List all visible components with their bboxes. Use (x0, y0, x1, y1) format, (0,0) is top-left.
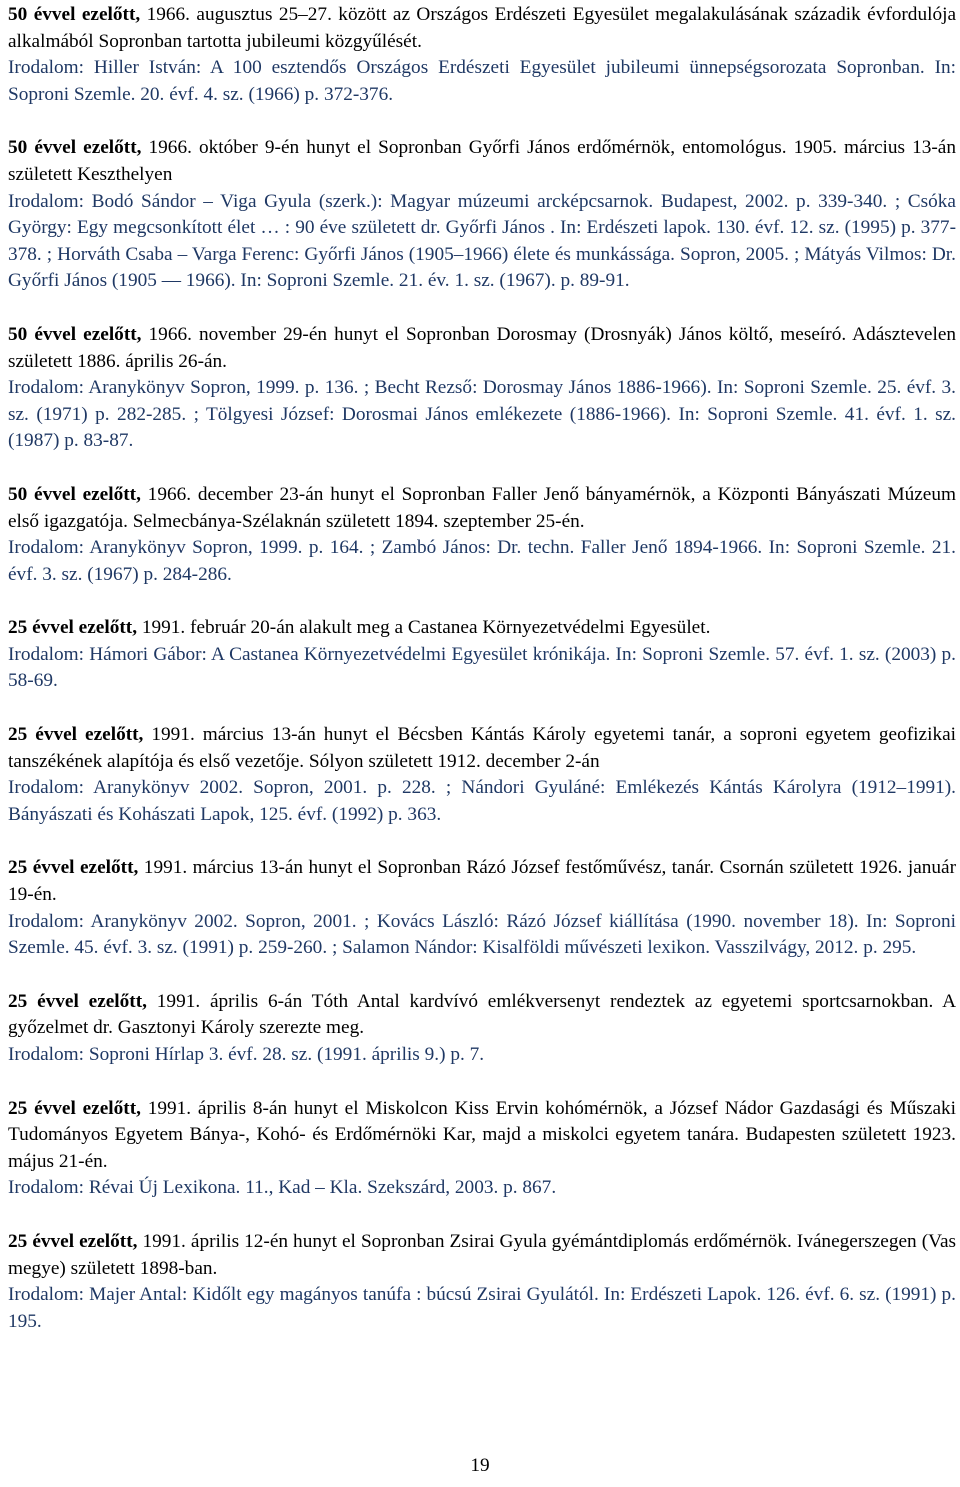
entry-lead: 25 évvel ezelőtt, (8, 857, 139, 879)
chronicle-entry-4 (8, 482, 956, 588)
entry-body: december 23-án hunyt el Sopronban Faller Jenő bányamérnök, a Központi Bányászati Múzeum első igazgatója. Selmecbánya-Szélaknán született 1894. szeptember 25-én. (8, 483, 956, 532)
chronicle-entry-8 (8, 989, 956, 1069)
entry-body: február 20-án alakult meg a Castanea Környezetvédelmi Egyesület. (185, 617, 711, 639)
entry-lead: 25 évvel ezelőtt, (8, 724, 144, 746)
entry-text (8, 322, 956, 375)
entry-references: Irodalom: Hiller István: A 100 esztendős Országos Erdészeti Egyesület jubileumi ünnepségsorozata Sopronban. In: Soproni Szemle. 20. évf. 4. sz. (1966) p. 372-376. (8, 57, 956, 105)
entry-body: október 9-én hunyt el Sopronban Győrfi János erdőmérnök, entomológus. 1905. március 13-án született Keszthelyen (8, 137, 956, 185)
entry-references: Irodalom: Aranykönyv Sopron, 1999. p. 164. ; Zambó János: Dr. techn. Faller Jenő 1894-1966. In: Soproni Szemle. 21. évf. 3. sz. (1967) p. 284-286. (8, 537, 956, 585)
entry-text (8, 855, 956, 908)
chronicle-entry-7 (8, 855, 956, 961)
entry-references: Irodalom: Aranykönyv 2002. Sopron, 2001. ; Kovács László: Rázó József kiállítása (1990. november 18). In: Soproni Szemle. 45. évf. 3. sz. (1991) p. 259-260. ; Salamon Nándor: Kisalföldi művészeti lexikon. Vasszilvágy, 2012. p. 295. (8, 910, 956, 959)
entry-lead: 50 évvel ezelőtt, (8, 323, 142, 345)
entry-year: 1966. (140, 4, 190, 25)
entry-year: 1966. (141, 323, 192, 345)
chronicle-entry-9 (8, 1096, 956, 1202)
entry-body: november 29-én hunyt el Sopronban Dorosmay (Drosnyák) János költő, meseíró. Adásztevelen született 1886. április 26-án. (8, 323, 957, 372)
entry-text (8, 2, 956, 55)
entry-year: 1991. (146, 990, 201, 1012)
entry-lead: 50 évvel ezelőtt, (8, 137, 142, 159)
entry-references: Irodalom: Majer Antal: Kidőlt egy magányos tanúfa : búcsú Zsirai Gyulától. In: Erdészeti Lapok. 126. évf. 6. sz. (1991) p. 195. (8, 1284, 956, 1332)
entry-year: 1966. (141, 137, 192, 159)
entry-text (8, 989, 956, 1042)
entry-body: augusztus 25–27. között az Országos Erdészeti Egyesület megalakulásának századik évfordulója alkalmából Sopronban tartotta jubileumi közgyűlését. (8, 4, 957, 52)
entry-lead: 50 évvel ezelőtt, (8, 4, 141, 25)
entry-text (8, 722, 956, 775)
entry-year: 1991. (138, 857, 188, 879)
entry-references: Irodalom: Hámori Gábor: A Castanea Környezetvédelmi Egyesület krónikája. In: Soproni Szemle. 57. évf. 1. sz. (2003) p. 58-69. (8, 643, 956, 692)
entry-text (8, 615, 956, 642)
entry-year: 1991. (143, 724, 195, 746)
entry-year: 1991. (140, 1097, 192, 1119)
entry-references: Irodalom: Aranykönyv Sopron, 1999. p. 136. ; Becht Rezső: Dorosmay János 1886-1966). In: Soproni Szemle. 25. évf. 3. sz. (1971) p. 282-285. ; Tölgyesi József: Dorosmai János emlékezete (1886-1966). In: Soproni Szemle. 41. évf. 1. sz. (1987) p. 83-87. (8, 377, 956, 452)
entry-year: 1991. (137, 1230, 186, 1252)
entry-lead: 50 évvel ezelőtt, (8, 483, 141, 505)
entry-year: 1991. (137, 617, 186, 639)
entry-body: március 13-án hunyt el Bécsben Kántás Károly egyetemi tanár, a soproni egyetem geofizikai tanszékének alapítója és első vezetője. Sólyon született 1912. december 2-án (8, 724, 956, 772)
entry-text (8, 135, 956, 188)
entry-text (8, 1096, 956, 1176)
entry-lead: 25 évvel ezelőtt, (8, 990, 147, 1012)
chronicle-entry-5 (8, 615, 956, 695)
chronicle-entry-10 (8, 1229, 956, 1335)
entry-lead: 25 évvel ezelőtt, (8, 617, 138, 639)
chronicle-entry-6 (8, 722, 956, 828)
entry-references: Irodalom: Soproni Hírlap 3. évf. 28. sz. (1991. április 9.) p. 7. (8, 1044, 485, 1065)
entry-references: Irodalom: Aranykönyv 2002. Sopron, 2001. p. 228. ; Nándori Gyuláné: Emlékezés Kántás Károlyra (1912–1991). Bányászati és Kohászati Lapok, 125. évf. (1992) p. 363. (8, 777, 956, 825)
entry-body: április 12-én hunyt el Sopronban Zsirai Gyula gyémántdiplomás erdőmérnök. Ivánegerszegen (Vas megye) született 1898-ban. (8, 1230, 957, 1279)
chronicle-entry-3 (8, 322, 956, 455)
entry-lead: 25 évvel ezelőtt, (8, 1097, 141, 1119)
entry-body: március 13-án hunyt el Sopronban Rázó József festőművész, tanár. Csornán született 1926. január 19-én. (8, 857, 957, 906)
entry-text (8, 1229, 956, 1282)
entry-body: április 8-án hunyt el Miskolcon Kiss Ervin kohómérnök, a József Nádor Gazdasági és Műszaki Tudományos Egyetem Bánya-, Kohó- és Erdőmérnöki Kar, majd a miskolci egyetem tanára. Budapesten született 1923. május 21-én. (8, 1097, 956, 1172)
entry-references: Irodalom: Révai Új Lexikona. 11., Kad – Kla. Szekszárd, 2003. p. 867. (8, 1177, 557, 1199)
page-number: 19 (470, 1455, 490, 1476)
document-page (8, 2, 956, 1362)
entry-lead: 25 évvel ezelőtt, (8, 1230, 138, 1252)
chronicle-entry-1 (8, 2, 956, 108)
chronicle-entry-2 (8, 135, 956, 295)
entry-body: április 6-án Tóth Antal kardvívó emlékversenyt rendeztek az egyetemi sportcsarnokban. A győzelmet dr. Gasztonyi Károly szerezte meg. (8, 990, 957, 1039)
entry-year: 1966. (140, 483, 192, 505)
entry-references: Irodalom: Bodó Sándor – Viga Gyula (szerk.): Magyar múzeumi arcképcsarnok. Budapest, 2002. p. 339-340. ; Csóka György: Egy megcsonkított élet … : 90 éve született dr. Győrfi János . In: Erdészeti lapok. 130. évf. 12. sz. (1995) p. 377-378. ; Horváth Csaba – Varga Ferenc: Győrfi János (1905–1966) élete és munkássága. Sopron, 2005. ; Mátyás Vilmos: Dr. Győrfi János (1905 — 1966). In: Soproni Szemle. 21. év. 1. sz. (1967). p. 89-91. (8, 190, 956, 292)
entry-text (8, 482, 956, 535)
